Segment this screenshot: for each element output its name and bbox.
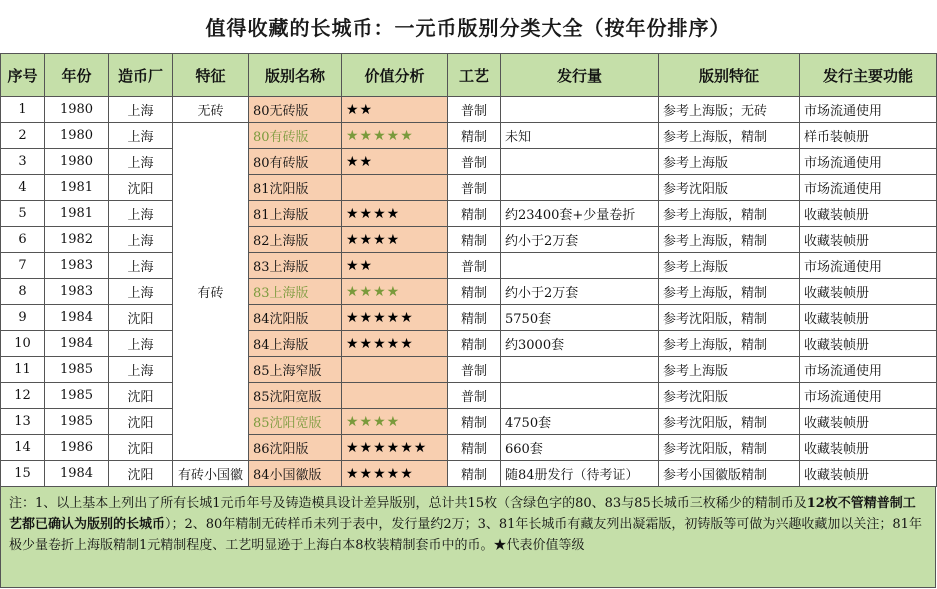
table-row — [1, 279, 937, 305]
cell-no: 11 — [1, 357, 45, 383]
cell-trait: 参考上海版；无砖 — [659, 97, 800, 123]
table-row — [1, 435, 937, 461]
cell-craft: 普制 — [448, 357, 501, 383]
cell-craft: 精制 — [448, 461, 501, 487]
cell-mint: 沈阳 — [109, 409, 173, 435]
cell-no: 12 — [1, 383, 45, 409]
cell-version-name: 83上海版 — [249, 279, 342, 305]
cell-trait: 参考沈阳版，精制 — [659, 409, 800, 435]
cell-trait: 参考上海版，精制 — [659, 331, 800, 357]
cell-value-stars: ★★ — [342, 253, 448, 279]
header-version-name: 版别名称 — [249, 54, 342, 97]
cell-issue: 660套 — [501, 435, 659, 461]
cell-value-stars: ★★★★ — [342, 227, 448, 253]
cell-function: 收藏装帧册 — [800, 279, 937, 305]
cell-no: 14 — [1, 435, 45, 461]
cell-value-stars: ★★ — [342, 97, 448, 123]
cell-function: 样币装帧册 — [800, 123, 937, 149]
cell-value-stars — [342, 357, 448, 383]
cell-craft: 精制 — [448, 123, 501, 149]
table-row — [1, 97, 937, 123]
table-row — [1, 149, 937, 175]
cell-value-stars: ★★★★★ — [342, 123, 448, 149]
cell-function: 收藏装帧册 — [800, 305, 937, 331]
cell-trait: 参考上海版，精制 — [659, 201, 800, 227]
cell-trait: 参考沈阳版，精制 — [659, 305, 800, 331]
cell-year: 1983 — [45, 253, 109, 279]
cell-version-name: 83上海版 — [249, 253, 342, 279]
cell-value-stars: ★★ — [342, 149, 448, 175]
cell-year: 1981 — [45, 175, 109, 201]
cell-no: 2 — [1, 123, 45, 149]
cell-function: 收藏装帧册 — [800, 409, 937, 435]
cell-trait: 参考上海版 — [659, 253, 800, 279]
cell-year: 1984 — [45, 305, 109, 331]
table-row — [1, 123, 937, 149]
cell-craft: 精制 — [448, 331, 501, 357]
cell-issue: 约小于2万套 — [501, 227, 659, 253]
cell-version-name: 84小国徽版 — [249, 461, 342, 487]
header-function: 发行主要功能 — [800, 54, 937, 97]
cell-no: 15 — [1, 461, 45, 487]
cell-craft: 精制 — [448, 409, 501, 435]
header-year: 年份 — [45, 54, 109, 97]
cell-craft: 精制 — [448, 435, 501, 461]
cell-trait: 参考沈阳版，精制 — [659, 435, 800, 461]
cell-value-stars: ★★★★★ — [342, 331, 448, 357]
cell-mint: 沈阳 — [109, 461, 173, 487]
cell-issue — [501, 253, 659, 279]
cell-mint: 上海 — [109, 279, 173, 305]
cell-mint: 上海 — [109, 123, 173, 149]
cell-feature: 无砖 — [173, 97, 249, 123]
footnote — [0, 487, 936, 588]
table-row — [1, 331, 937, 357]
table-row — [1, 253, 937, 279]
table-row — [1, 461, 937, 487]
cell-year: 1985 — [45, 409, 109, 435]
cell-mint: 上海 — [109, 227, 173, 253]
cell-function: 市场流通使用 — [800, 97, 937, 123]
table-row — [1, 383, 937, 409]
cell-value-stars: ★★★★ — [342, 409, 448, 435]
cell-version-name: 81沈阳版 — [249, 175, 342, 201]
cell-function: 市场流通使用 — [800, 357, 937, 383]
table-body — [1, 97, 937, 487]
cell-issue: 约小于2万套 — [501, 279, 659, 305]
cell-version-name: 82上海版 — [249, 227, 342, 253]
cell-trait: 参考上海版，精制 — [659, 227, 800, 253]
cell-no: 9 — [1, 305, 45, 331]
cell-mint: 沈阳 — [109, 305, 173, 331]
cell-year: 1981 — [45, 201, 109, 227]
cell-year: 1985 — [45, 357, 109, 383]
cell-year: 1980 — [45, 97, 109, 123]
table-row — [1, 305, 937, 331]
cell-version-name: 85沈阳宽版 — [249, 383, 342, 409]
header-trait: 版别特征 — [659, 54, 800, 97]
cell-craft: 普制 — [448, 149, 501, 175]
footnote-part2: ）；2、80年精制无砖样币未列于表中，发行量约2万；3、81年长城币有藏友列出凝霜版，初铸版等可做为兴趣收藏加以关注；81年极少量卷折上海版精制1元精制程度、工艺明显逊于上海白本8枚装精制套币中的币。★代表价值等级 — [9, 517, 922, 553]
footnote-part1: 注：1、以上基本上列出了所有长城1元币年号及铸造模具设计差异版别，总计共15枚（含绿色字的80、83与85长城币三枚稀少的精制币及 — [9, 496, 807, 511]
cell-version-name: 80有砖版 — [249, 149, 342, 175]
cell-version-name: 81上海版 — [249, 201, 342, 227]
cell-trait: 参考上海版 — [659, 357, 800, 383]
cell-issue — [501, 383, 659, 409]
cell-function: 市场流通使用 — [800, 175, 937, 201]
cell-year: 1983 — [45, 279, 109, 305]
cell-year: 1980 — [45, 149, 109, 175]
cell-no: 8 — [1, 279, 45, 305]
cell-value-stars: ★★★★★ — [342, 461, 448, 487]
cell-issue: 5750套 — [501, 305, 659, 331]
cell-issue: 约3000套 — [501, 331, 659, 357]
cell-craft: 精制 — [448, 305, 501, 331]
cell-year: 1982 — [45, 227, 109, 253]
cell-no: 3 — [1, 149, 45, 175]
cell-issue — [501, 149, 659, 175]
cell-mint: 沈阳 — [109, 435, 173, 461]
table-row — [1, 357, 937, 383]
cell-mint: 上海 — [109, 97, 173, 123]
cell-craft: 普制 — [448, 253, 501, 279]
cell-craft: 精制 — [448, 227, 501, 253]
cell-function: 收藏装帧册 — [800, 227, 937, 253]
header-value: 价值分析 — [342, 54, 448, 97]
cell-trait: 参考上海版 — [659, 149, 800, 175]
cell-function: 市场流通使用 — [800, 253, 937, 279]
cell-year: 1985 — [45, 383, 109, 409]
cell-function: 收藏装帧册 — [800, 201, 937, 227]
header-feature: 特征 — [173, 54, 249, 97]
cell-function: 收藏装帧册 — [800, 461, 937, 487]
cell-value-stars: ★★★★★ — [342, 305, 448, 331]
cell-craft: 普制 — [448, 383, 501, 409]
cell-issue: 未知 — [501, 123, 659, 149]
table-row — [1, 175, 937, 201]
header-craft: 工艺 — [448, 54, 501, 97]
cell-no: 10 — [1, 331, 45, 357]
cell-trait: 参考沈阳版 — [659, 175, 800, 201]
cell-function: 市场流通使用 — [800, 383, 937, 409]
header-no: 序号 — [1, 54, 45, 97]
cell-value-stars: ★★★★ — [342, 201, 448, 227]
cell-mint: 沈阳 — [109, 175, 173, 201]
table-row — [1, 201, 937, 227]
cell-craft: 普制 — [448, 97, 501, 123]
cell-year: 1984 — [45, 331, 109, 357]
cell-trait: 参考小国徽版精制 — [659, 461, 800, 487]
cell-trait: 参考上海版，精制 — [659, 279, 800, 305]
cell-version-name: 86沈阳版 — [249, 435, 342, 461]
cell-issue — [501, 97, 659, 123]
cell-issue — [501, 357, 659, 383]
coin-version-table — [0, 53, 937, 487]
cell-value-stars: ★★★★ — [342, 279, 448, 305]
cell-mint: 上海 — [109, 201, 173, 227]
page-title: 值得收藏的长城币：一元币版别分类大全（按年份排序） — [205, 15, 731, 40]
cell-version-name: 85沈阳宽版 — [249, 409, 342, 435]
cell-version-name: 85上海窄版 — [249, 357, 342, 383]
header-issue: 发行量 — [501, 54, 659, 97]
header-mint: 造币厂 — [109, 54, 173, 97]
cell-issue — [501, 175, 659, 201]
cell-no: 13 — [1, 409, 45, 435]
cell-feature: 有砖小国徽 — [173, 461, 249, 487]
cell-function: 收藏装帧册 — [800, 435, 937, 461]
cell-trait: 参考上海版，精制 — [659, 123, 800, 149]
table-row — [1, 227, 937, 253]
cell-year: 1986 — [45, 435, 109, 461]
footnote-bold: 12枚不管精普制工艺都已确认为版别的长城币 — [9, 496, 916, 532]
cell-version-name: 80无砖版 — [249, 97, 342, 123]
cell-issue: 4750套 — [501, 409, 659, 435]
cell-version-name: 84沈阳版 — [249, 305, 342, 331]
cell-craft: 普制 — [448, 175, 501, 201]
cell-craft: 精制 — [448, 279, 501, 305]
cell-issue: 随84册发行（待考证） — [501, 461, 659, 487]
cell-value-stars: ★★★★★★ — [342, 435, 448, 461]
cell-function: 市场流通使用 — [800, 149, 937, 175]
cell-no: 7 — [1, 253, 45, 279]
cell-value-stars — [342, 383, 448, 409]
cell-craft: 精制 — [448, 201, 501, 227]
cell-version-name: 84上海版 — [249, 331, 342, 357]
cell-function: 收藏装帧册 — [800, 331, 937, 357]
cell-trait: 参考沈阳版 — [659, 383, 800, 409]
cell-version-name: 80有砖版 — [249, 123, 342, 149]
cell-no: 6 — [1, 227, 45, 253]
cell-mint: 上海 — [109, 253, 173, 279]
cell-no: 5 — [1, 201, 45, 227]
cell-feature-merged: 有砖 — [173, 123, 249, 461]
cell-mint: 上海 — [109, 357, 173, 383]
table-row — [1, 409, 937, 435]
cell-mint: 上海 — [109, 331, 173, 357]
cell-mint: 上海 — [109, 149, 173, 175]
cell-no: 1 — [1, 97, 45, 123]
cell-year: 1984 — [45, 461, 109, 487]
cell-issue: 约23400套+少量卷折 — [501, 201, 659, 227]
cell-year: 1980 — [45, 123, 109, 149]
cell-value-stars — [342, 175, 448, 201]
header-row — [1, 54, 937, 97]
cell-no: 4 — [1, 175, 45, 201]
cell-mint: 沈阳 — [109, 383, 173, 409]
